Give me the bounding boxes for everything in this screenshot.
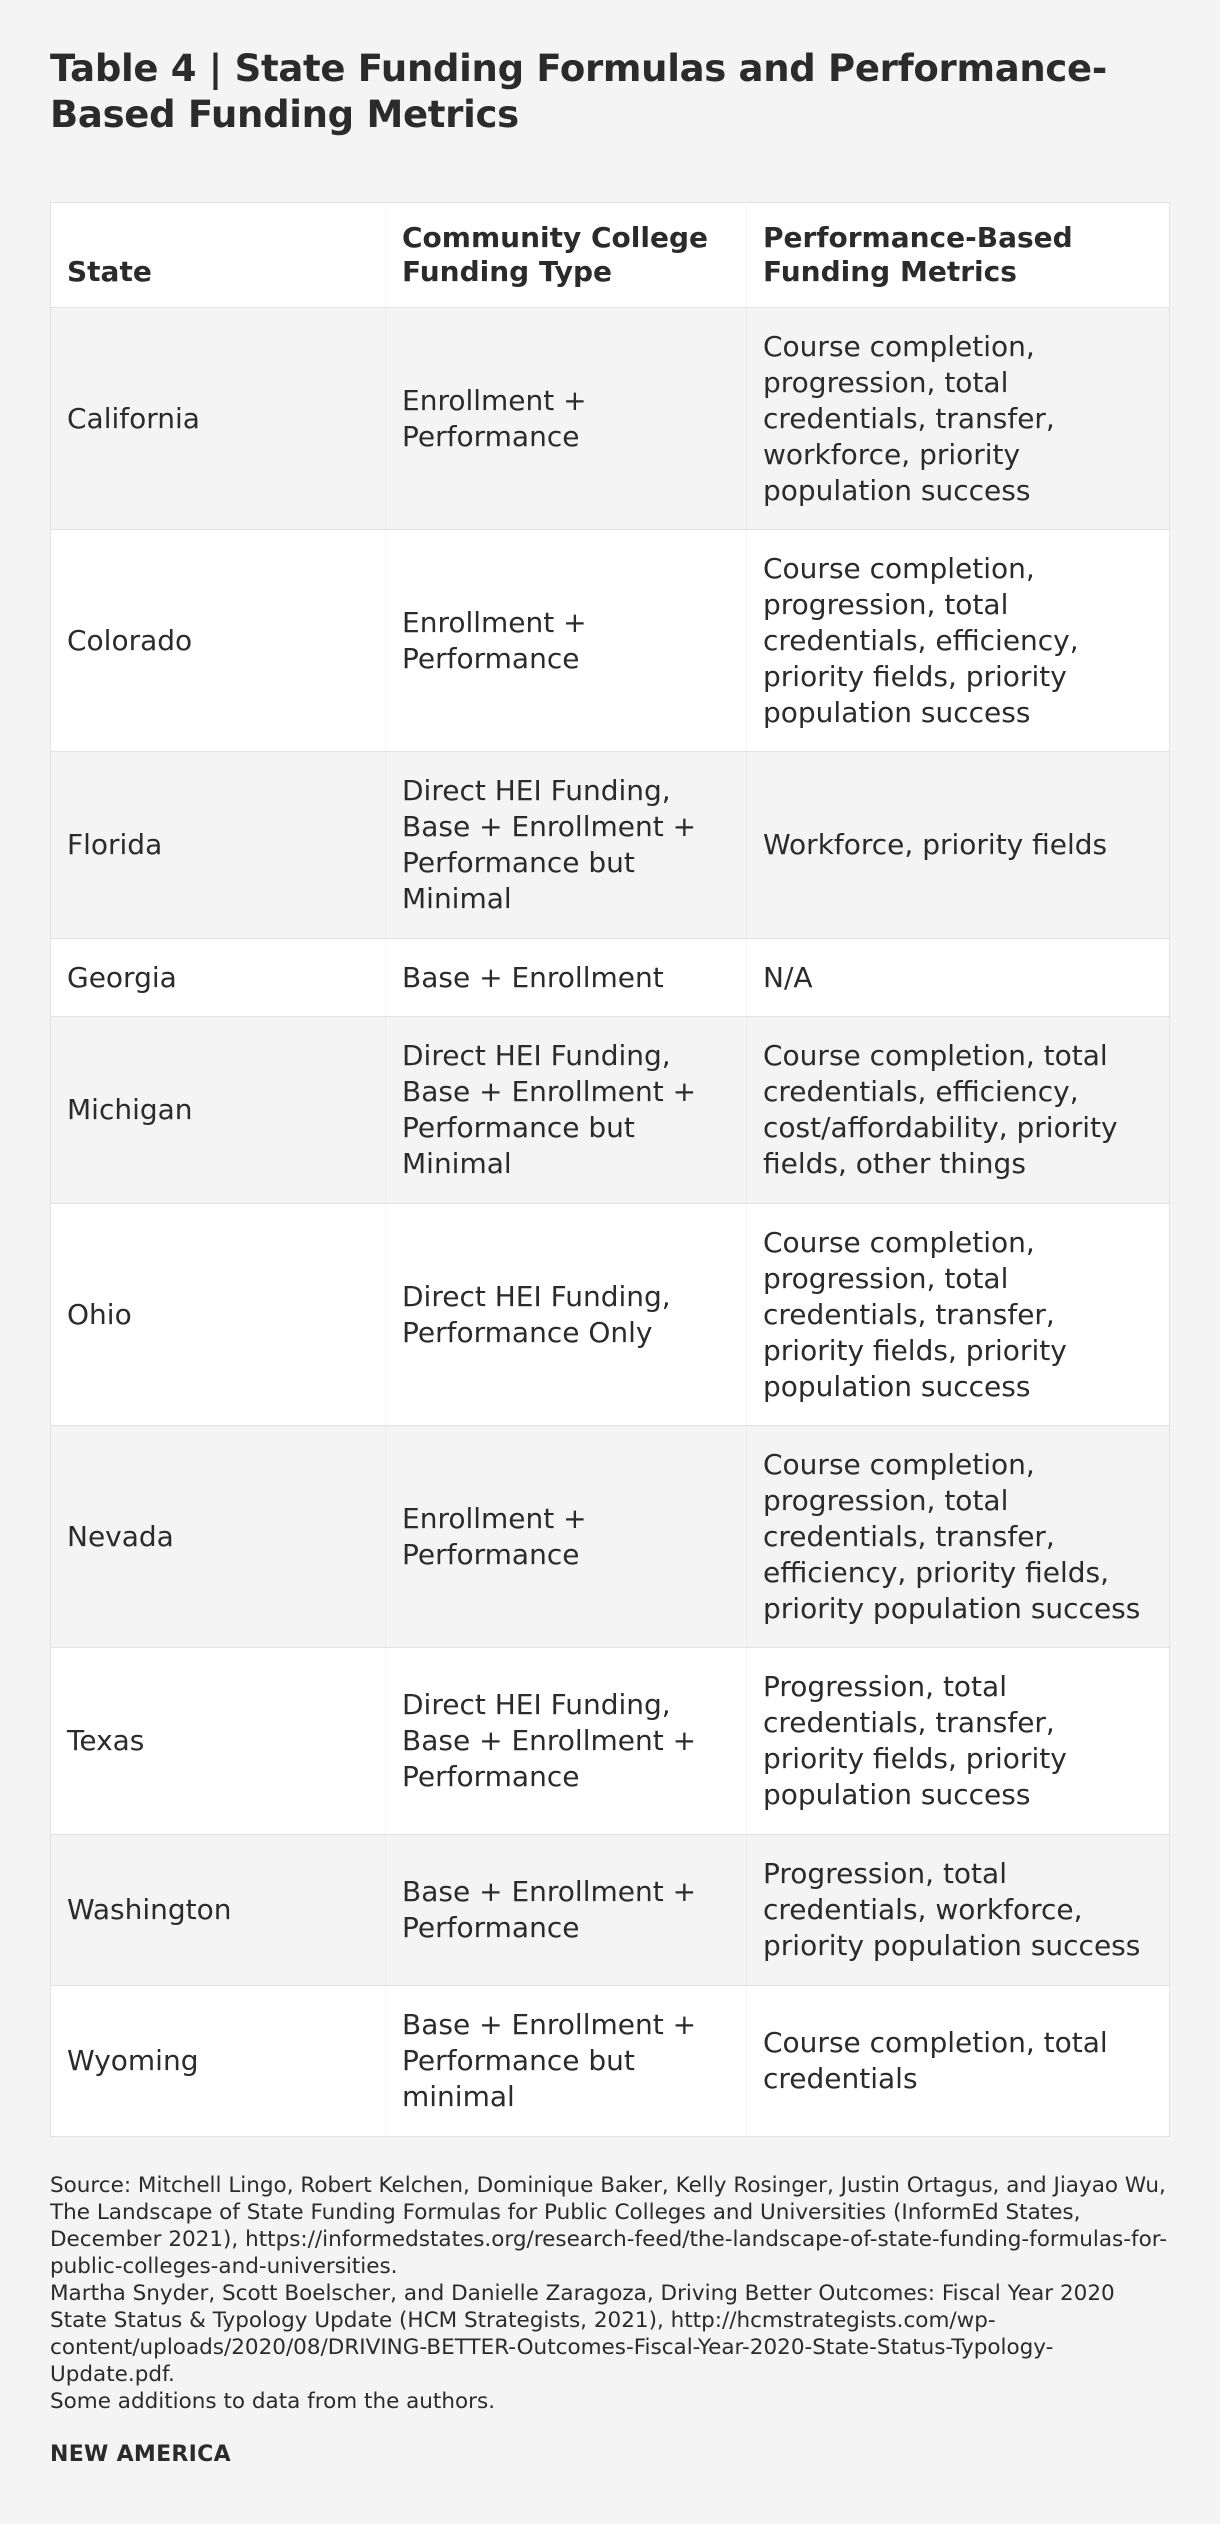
funding-type-cell: Direct HEI Funding, Performance Only [385,1204,746,1425]
header-metrics: Performance-Based Funding Metrics [746,203,1169,307]
table-row [51,938,1169,1016]
page-title: Table 4 | State Funding Formulas and Performance-Based Funding Metrics [50,47,1107,136]
source-citation-1: Source: Mitchell Lingo, Robert Kelchen, Dominique Baker, Kelly Rosinger, Justin Ortagus, and Jiayao Wu, The Landscape of State Funding Formulas for Public Colleges and Universities (InformEd States, December 2021), https://informedstates.org/research-feed/the-landscape-of-state-funding-formulas-for-public-colleges-and-universities. [50,2173,1167,2279]
state-cell: Ohio [67,1297,132,1331]
table-row [51,1647,1169,1834]
state-cell: Colorado [67,623,193,657]
table-row [51,307,1169,529]
metrics-cell: Course completion, progression, total credentials, transfer, efficiency, priority fields, priority population success [746,1426,1169,1647]
metrics-cell: Course completion, progression, total credentials, efficiency, priority fields, priority population success [746,530,1169,751]
table-row [51,1985,1169,2136]
state-cell: Washington [67,1893,232,1926]
metrics-cell: Progression, total credentials, workforce, priority population success [746,1835,1169,1985]
state-cell: Texas [67,1724,145,1757]
source-note: Some additions to data from the authors. [50,2389,496,2414]
header-funding-type: Community College Funding Type [385,203,746,307]
source-citation-2: Martha Snyder, Scott Boelscher, and Danielle Zaragoza, Driving Better Outcomes: Fiscal Year 2020 State Status & Typology Update (HCM Strategists, 2021), http://hcmstrategists.com/wp-content/uploads/2020/08/DRIVING-BETTER-Outcomes-Fiscal-Year-2020-State-Status-Typology-Update.pdf. [50,2281,1115,2387]
state-cell: California [67,401,200,435]
table-row [51,529,1169,751]
metrics-cell: Course completion, progression, total credentials, transfer, workforce, priority population success [746,308,1169,529]
metrics-cell: N/A [746,939,1169,1016]
metrics-cell: Course completion, total credentials, efficiency, cost/affordability, priority fields, other things [746,1017,1169,1203]
state-cell: Florida [67,828,163,861]
funding-type-cell: Base + Enrollment + Performance but minimal [385,1986,746,2136]
metrics-cell: Workforce, priority fields [746,752,1169,938]
brand-logo: NEW AMERICA [50,2442,231,2467]
funding-type-cell: Direct HEI Funding, Base + Enrollment + Performance but Minimal [385,1017,746,1203]
funding-type-cell: Base + Enrollment [385,939,746,1016]
funding-type-cell: Direct HEI Funding, Base + Enrollment + Performance but Minimal [385,752,746,938]
header-state: State [67,255,152,288]
table-row [51,1834,1169,1985]
funding-type-cell: Base + Enrollment + Performance [385,1835,746,1985]
state-cell: Georgia [67,960,177,994]
funding-type-cell: Enrollment + Performance [385,308,746,529]
metrics-cell: Course completion, progression, total credentials, transfer, priority fields, priority population success [746,1204,1169,1425]
funding-type-cell: Enrollment + Performance [385,530,746,751]
funding-type-cell: Direct HEI Funding, Base + Enrollment + Performance [385,1648,746,1834]
state-cell: Nevada [67,1519,174,1553]
state-cell: Wyoming [67,2044,199,2077]
table-header-row [51,203,1169,307]
source-notes [50,2172,1170,2415]
table-row [51,1203,1169,1425]
state-cell: Michigan [67,1093,193,1126]
metrics-cell: Progression, total credentials, transfer, priority fields, priority population success [746,1648,1169,1834]
table-row [51,1425,1169,1647]
table-row [51,751,1169,938]
table-row [51,1016,1169,1203]
metrics-cell: Course completion, total credentials [746,1986,1169,2136]
funding-table [50,202,1170,2137]
funding-type-cell: Enrollment + Performance [385,1426,746,1647]
